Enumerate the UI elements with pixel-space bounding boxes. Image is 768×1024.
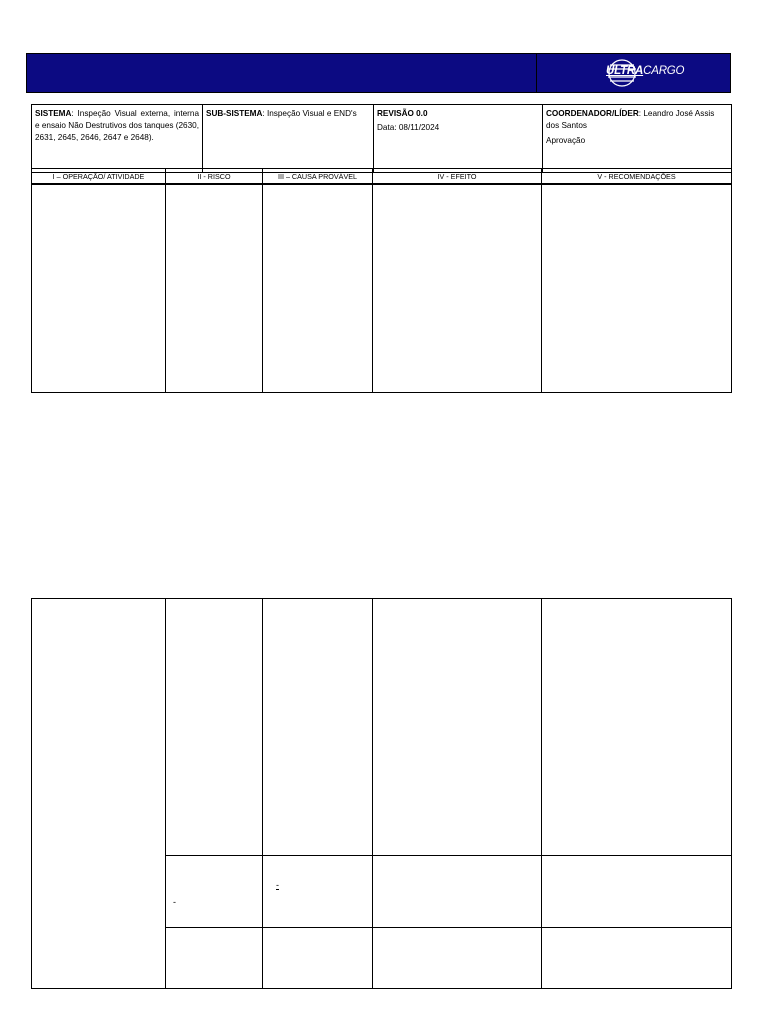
column-header-table	[31, 168, 732, 184]
body2-efeito-cell-1	[373, 599, 542, 856]
body2-causa-cell-1	[263, 599, 373, 856]
data-text: Data: 08/11/2024	[377, 123, 440, 132]
body2-risco-cell-3	[166, 928, 263, 989]
dash-mark-risco: -	[173, 897, 176, 907]
body2-operacao-cell	[32, 599, 166, 989]
body1-operacao-cell	[32, 185, 166, 393]
col-header-risco: II - RISCO	[166, 169, 263, 184]
body2-efeito-cell-3	[373, 928, 542, 989]
logo-text	[606, 65, 684, 77]
body-table-2	[31, 598, 732, 989]
body2-recomendacoes-cell-1	[542, 599, 732, 856]
subsistema-label: SUB-SISTEMA	[206, 109, 263, 118]
body2-causa-cell-2	[263, 856, 373, 928]
body1-recomendacoes-cell	[542, 185, 732, 393]
coordenador-cell	[543, 105, 732, 173]
sistema-value: : Inspeção Visual externa, interna e ensaio Não Destrutivos dos tanques (2630, 2631, 2645, 2646, 2647 e 2648).	[35, 109, 199, 142]
subsistema-value: : Inspeção Visual e END's	[262, 109, 357, 118]
subsistema-cell	[203, 105, 374, 173]
header-divider	[536, 54, 537, 92]
body2-risco-cell-2	[166, 856, 263, 928]
col-header-efeito: IV - EFEITO	[373, 169, 542, 184]
body1-causa-cell	[263, 185, 373, 393]
sistema-cell	[32, 105, 203, 173]
logo-text-cargo: CARGO	[643, 65, 685, 77]
body1-efeito-cell	[373, 185, 542, 393]
info-table	[31, 104, 732, 173]
logo-text-ultra: ULTRA	[606, 65, 644, 77]
coordenador-label: COORDENADOR/LÍDER	[546, 109, 639, 118]
body1-risco-cell	[166, 185, 263, 393]
body2-efeito-cell-2	[373, 856, 542, 928]
coordenador-value: : Leandro José Assis dos Santos	[546, 109, 715, 130]
dash-mark-causa: -	[276, 880, 279, 890]
aprovacao-text: Aprovação	[546, 136, 586, 145]
body2-recomendacoes-cell-2	[542, 856, 732, 928]
col-header-recomendacoes: V - RECOMENDAÇÕES	[542, 169, 732, 184]
body2-recomendacoes-cell-3	[542, 928, 732, 989]
col-header-causa: III – CAUSA PROVÁVEL	[263, 169, 373, 184]
sistema-label: SISTEMA	[35, 109, 72, 118]
body-table-1	[31, 184, 732, 393]
revisao-label: REVISÃO 0.0	[377, 109, 428, 118]
body2-causa-cell-3	[263, 928, 373, 989]
body2-risco-cell-1	[166, 599, 263, 856]
revisao-cell	[374, 105, 543, 173]
col-header-operacao: I – OPERAÇÃO/ ATIVIDADE	[32, 169, 166, 184]
